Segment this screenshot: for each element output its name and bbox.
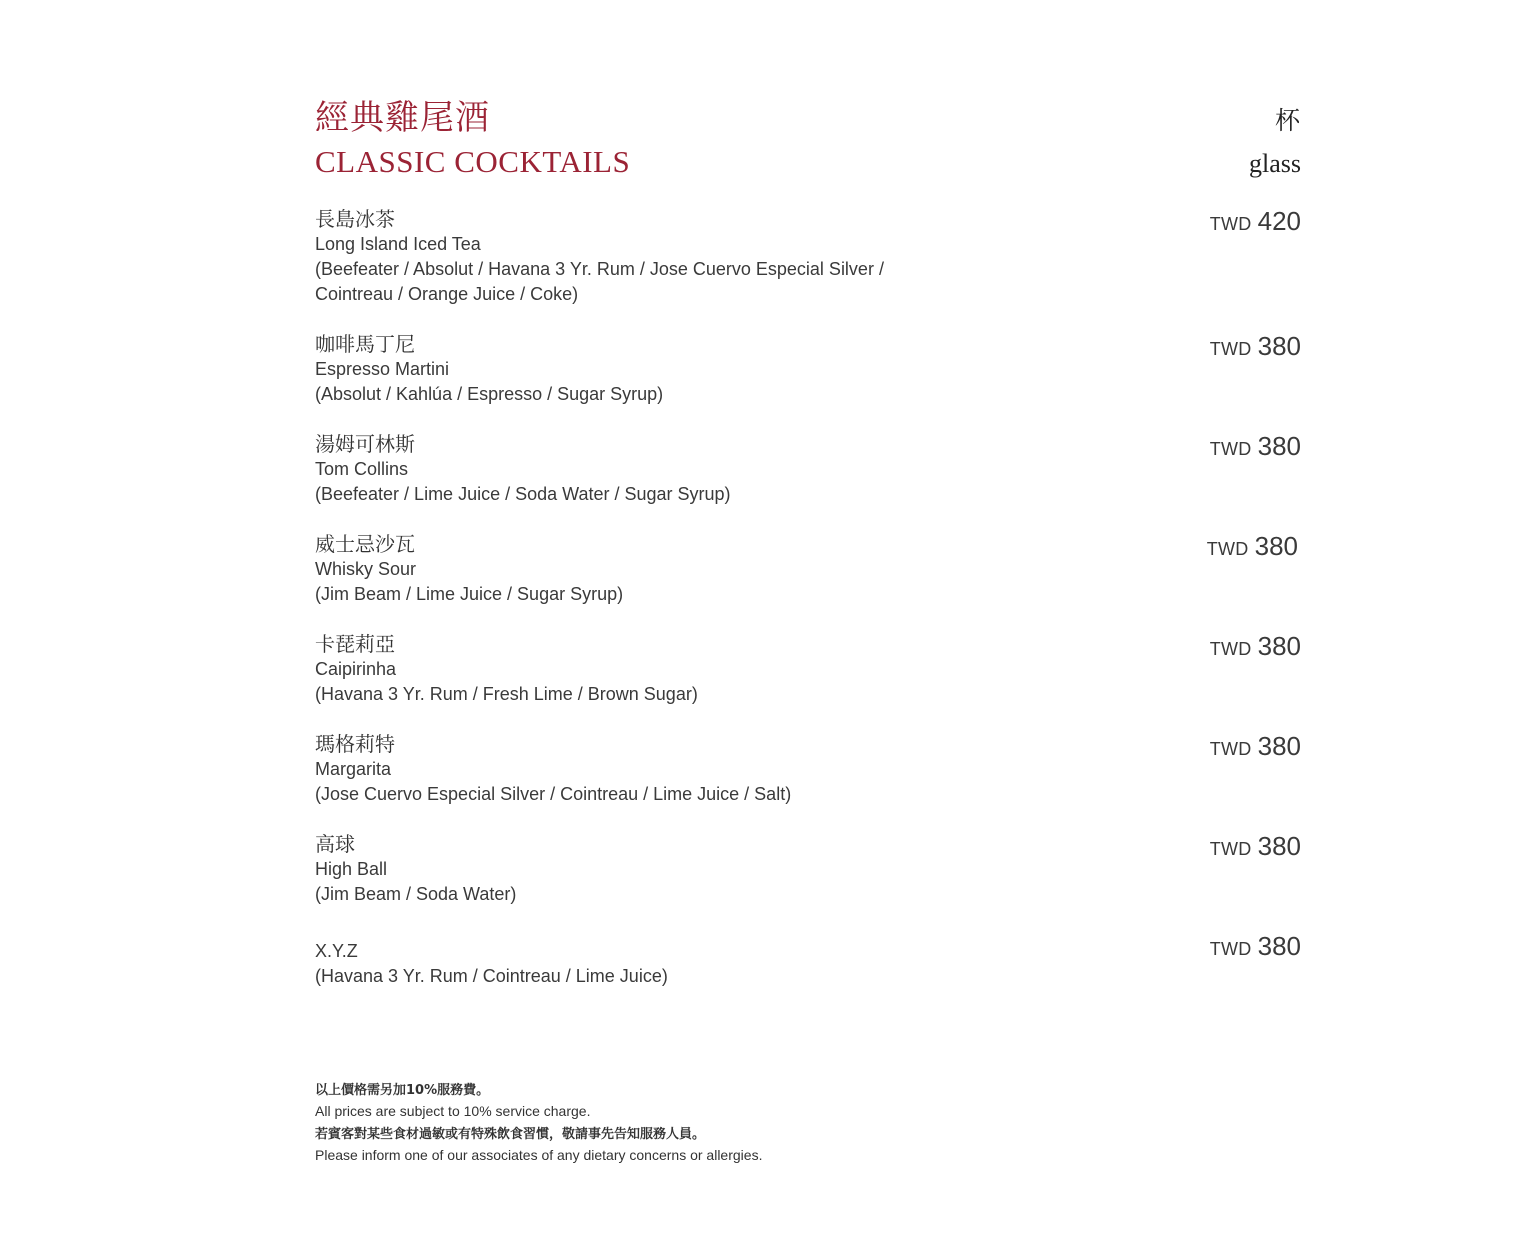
price-currency: TWD [1209, 939, 1252, 959]
section-title-english: CLASSIC COCKTAILS [315, 144, 631, 179]
unit-label-chinese: 杯 [1274, 106, 1300, 135]
price-amount: 420 [1257, 206, 1301, 236]
item-name-english: Espresso Martini [315, 359, 450, 379]
price-currency: TWD [1209, 339, 1252, 359]
price-currency: TWD [1209, 739, 1252, 759]
item-price [1210, 831, 1301, 862]
price-currency: TWD [1209, 214, 1252, 234]
menu-item [315, 931, 1301, 989]
item-name-english: Whisky Sour [315, 559, 417, 579]
menu-item [315, 731, 1301, 807]
item-name-chinese: 長島冰茶 [315, 207, 395, 231]
item-name-english: Margarita [315, 759, 392, 779]
menu-item [315, 831, 1301, 907]
item-ingredients: (Beefeater / Lime Juice / Soda Water / Sugar Syrup) [315, 484, 731, 504]
item-name-chinese: 卡琵莉亞 [315, 632, 395, 656]
item-price [1207, 531, 1298, 562]
item-price [1210, 331, 1301, 362]
price-amount: 380 [1257, 331, 1301, 361]
price-amount: 380 [1257, 731, 1301, 761]
item-price [1210, 931, 1301, 962]
allergy-note-english: Please inform one of our associates of any dietary concerns or allergies. [315, 1147, 763, 1163]
item-name-chinese: 湯姆可林斯 [315, 432, 415, 456]
footer-notes [315, 1080, 762, 1168]
item-ingredients: (Jim Beam / Soda Water) [315, 884, 517, 904]
price-currency: TWD [1209, 439, 1252, 459]
menu-item [315, 431, 1301, 507]
item-name-english: Long Island Iced Tea [315, 234, 481, 254]
unit-label-english: glass [1249, 149, 1301, 178]
price-amount: 380 [1257, 831, 1301, 861]
item-name-chinese: 瑪格莉特 [315, 732, 395, 756]
price-amount: 380 [1254, 531, 1298, 561]
price-amount: 380 [1257, 431, 1301, 461]
item-price [1210, 206, 1301, 237]
section-title-chinese: 經典雞尾酒 [315, 98, 490, 138]
item-price [1210, 431, 1301, 462]
price-amount: 380 [1257, 631, 1301, 661]
price-currency: TWD [1209, 639, 1252, 659]
item-name-chinese: 威士忌沙瓦 [315, 532, 415, 556]
item-ingredients: (Jose Cuervo Especial Silver / Cointreau / Lime Juice / Salt) [315, 784, 792, 804]
item-name-english: Caipirinha [315, 659, 397, 679]
price-currency: TWD [1206, 539, 1249, 559]
item-name-english: X.Y.Z [315, 941, 358, 961]
item-ingredients: (Havana 3 Yr. Rum / Fresh Lime / Brown Sugar) [315, 684, 698, 704]
item-name-chinese: 高球 [315, 832, 355, 856]
menu-item [315, 531, 1301, 607]
menu-item [315, 206, 1301, 307]
item-price [1210, 731, 1301, 762]
item-name-english: Tom Collins [315, 459, 409, 479]
item-ingredients: (Jim Beam / Lime Juice / Sugar Syrup) [315, 584, 624, 604]
item-name-chinese: 咖啡馬丁尼 [315, 332, 415, 356]
price-amount: 380 [1257, 931, 1301, 961]
item-ingredients: (Absolut / Kahlúa / Espresso / Sugar Syrup) [315, 384, 664, 404]
item-price [1210, 631, 1301, 662]
item-ingredients: (Beefeater / Absolut / Havana 3 Yr. Rum / Jose Cuervo Especial Silver / Cointreau / Orange Juice / Coke) [315, 259, 884, 304]
item-name-english: High Ball [315, 859, 388, 879]
item-ingredients: (Havana 3 Yr. Rum / Cointreau / Lime Juice) [315, 966, 668, 986]
price-currency: TWD [1209, 839, 1252, 859]
service-charge-note-english: All prices are subject to 10% service charge. [315, 1103, 591, 1119]
service-charge-note-chinese: 以上價格需另加10%服務費。 [315, 1083, 490, 1098]
allergy-note-chinese: 若賓客對某些食材過敏或有特殊飲食習慣，敬請事先告知服務人員。 [315, 1127, 706, 1142]
menu-item [315, 331, 1301, 407]
menu-item [315, 631, 1301, 707]
